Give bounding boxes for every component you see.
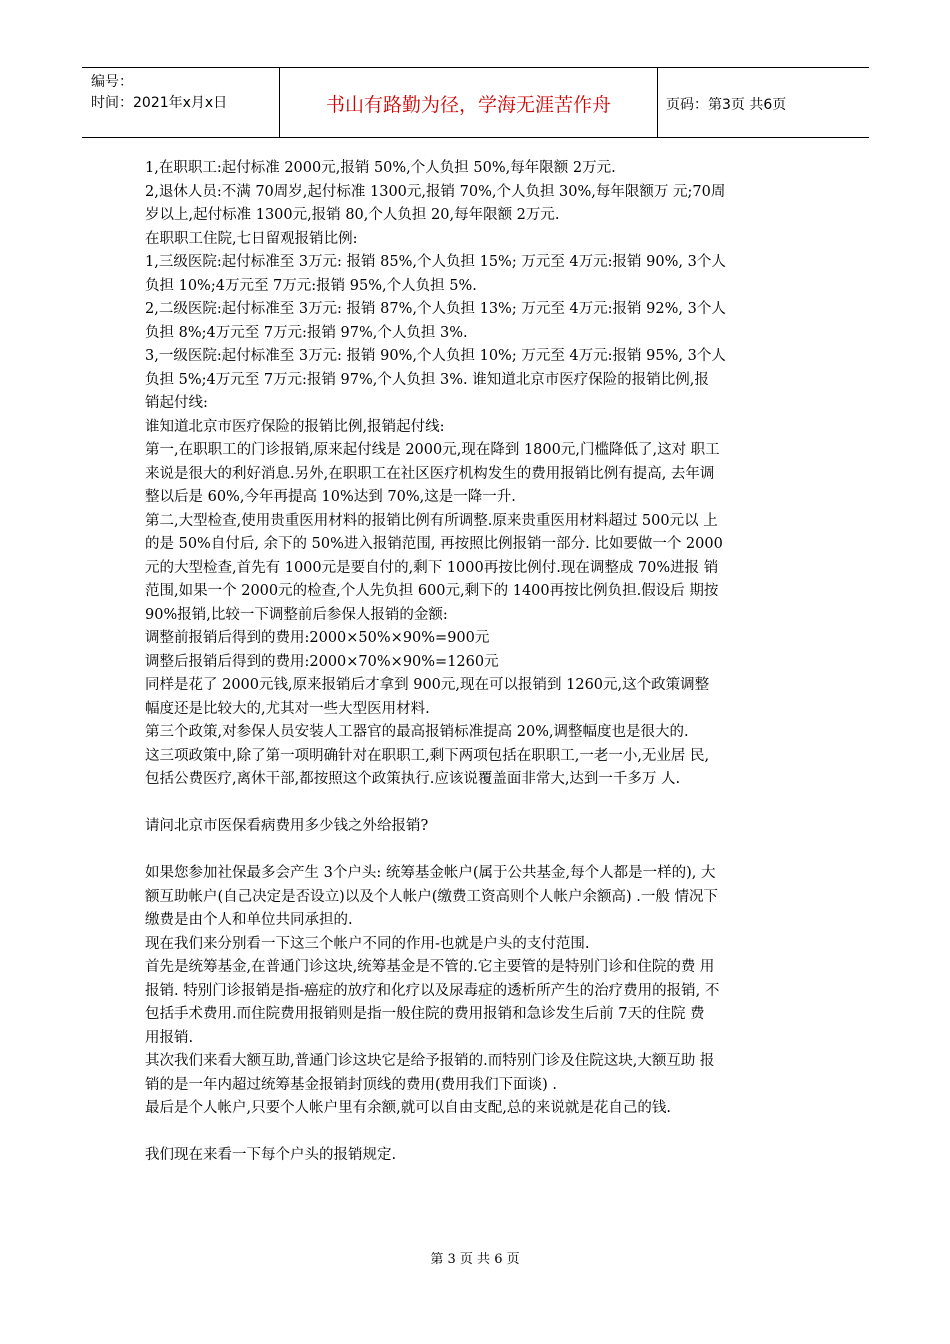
text-line: 首先是统筹基金,在普通门诊这块,统筹基金是不管的.它主要管的是特别门诊和住院的费 用 bbox=[145, 959, 715, 975]
text-line: 谁知道北京市医疗保险的报销比例,报销起付线: bbox=[145, 418, 445, 435]
text-line: 包括手术费用.而住院费用报销则是指一般住院的费用报销和急诊发生后前 7天的住院 费 bbox=[145, 1006, 705, 1022]
text-line: 范围,如果一个 2000元的检查,个人先负担 600元,剩下的 1400再按比例负担.假设后 期按 bbox=[145, 583, 719, 599]
text-line: 同样是花了 2000元钱,原来报销后才拿到 900元,现在可以报销到 1260元,这个政策调整 bbox=[145, 677, 710, 693]
text-line: 第二,大型检查,使用贵重医用材料的报销比例有所调整.原来贵重医用材料超过 500元以 上 bbox=[145, 512, 718, 529]
text-line: 的是 50%自付后, 余下的 50%进入报销范围, 再按照比例报销一部分. 比如要做一个 2000 bbox=[145, 536, 723, 552]
text-line: 销起付线: bbox=[145, 395, 208, 411]
text-line: 这三项政策中,除了第一项明确针对在职职工,剩下两项包括在职职工,一老一小,无业居 民, bbox=[145, 747, 710, 764]
text-line: 调整后报销后得到的费用:2000×70%×90%=1260元 bbox=[145, 653, 499, 670]
text-line: 额互助帐户(自己决定是否设立)以及个人帐户(缴费工资高则个人帐户余额高) .一般 情况下 bbox=[145, 888, 718, 905]
page-footer: 第 3 页 共 6 页 bbox=[430, 1252, 520, 1267]
blank-line bbox=[145, 1121, 810, 1145]
text-line: 负担 5%;4万元至 7万元:报销 97%,个人负担 3%. 谁知道北京市医疗保险的报销比例,报 bbox=[145, 371, 709, 388]
text-line: 缴费是由个人和单位共同承担的. bbox=[145, 912, 353, 928]
text-line: 负担 10%;4万元至 7万元:报销 95%,个人负担 5%. bbox=[145, 277, 477, 294]
header-motto: 书山有路勤为径，学海无涯苦作舟 bbox=[325, 94, 611, 116]
text-line: 岁以上,起付标准 1300元,报销 80,个人负担 20,每年限额 2万元. bbox=[145, 207, 560, 223]
text-line: 包括公费医疗,离休干部,都按照这个政策执行.应该说覆盖面非常大,达到一千多万 人. bbox=[145, 771, 681, 787]
header-page-number: 页码：第3页 共6页 bbox=[666, 97, 787, 113]
text-line: 调整前报销后得到的费用:2000×50%×90%=900元 bbox=[145, 630, 490, 646]
text-line: 销的是一年内超过统筹基金报销封顶线的费用(费用我们下面谈) . bbox=[145, 1076, 558, 1093]
text-line: 1,在职职工:起付标准 2000元,报销 50%,个人负担 50%,每年限额 2万元. bbox=[145, 160, 616, 176]
text-line: 2,二级医院:起付标准至 3万元: 报销 87%,个人负担 13%; 万元至 4万元:报销 92%, 3个人 bbox=[145, 301, 726, 317]
text-line: 如果您参加社保最多会产生 3个户头: 统筹基金帐户(属于公共基金,每个人都是一样的), 大 bbox=[145, 865, 716, 881]
text-line: 元的大型检查,首先有 1000元是要自付的,剩下 1000再按比例付.现在调整成 70%进报 销 bbox=[145, 559, 719, 576]
page-header bbox=[82, 67, 869, 138]
text-line: 在职职工住院,七日留观报销比例: bbox=[145, 230, 358, 247]
text-line: 负担 8%;4万元至 7万元:报销 97%,个人负担 3%. bbox=[145, 324, 468, 341]
blank-line bbox=[145, 839, 810, 863]
document-number-label: 编号： bbox=[91, 74, 133, 90]
blank-line bbox=[145, 792, 810, 816]
text-line: 3,一级医院:起付标准至 3万元: 报销 90%,个人负担 10%; 万元至 4万元:报销 95%, 3个人 bbox=[145, 348, 726, 364]
header-page-cell bbox=[658, 68, 869, 137]
text-line: 整以后是 60%,今年再提高 10%达到 70%,这是一降一升. bbox=[145, 489, 516, 505]
document-time-label: 时间：2021年x月x日 bbox=[91, 95, 228, 111]
header-motto-cell bbox=[280, 68, 658, 137]
text-line: 2,退休人员:不满 70周岁,起付标准 1300元,报销 70%,个人负担 30%,每年限额万 元;70周 bbox=[145, 183, 726, 200]
text-line: 来说是很大的利好消息.另外,在职职工在社区医疗机构发生的费用报销比例有提高, 去年调 bbox=[145, 465, 715, 482]
header-info-cell bbox=[82, 68, 280, 137]
text-line: 第三个政策,对参保人员安装人工器官的最高报销标准提高 20%,调整幅度也是很大的. bbox=[145, 724, 689, 740]
text-line: 幅度还是比较大的,尤其对一些大型医用材料. bbox=[145, 700, 430, 717]
text-line: 请问北京市医保看病费用多少钱之外给报销? bbox=[145, 818, 429, 834]
text-line: 现在我们来分别看一下这三个帐户不同的作用-也就是户头的支付范围. bbox=[145, 935, 590, 952]
text-line: 最后是个人帐户,只要个人帐户里有余额,就可以自由支配,总的来说就是花自己的钱. bbox=[145, 1100, 671, 1116]
text-line: 用报销. bbox=[145, 1029, 194, 1046]
text-line: 我们现在来看一下每个户头的报销规定. bbox=[145, 1147, 397, 1163]
text-line: 90%报销,比较一下调整前后参保人报销的金额: bbox=[145, 606, 448, 623]
text-line: 报销. 特别门诊报销是指-癌症的放疗和化疗以及尿毒症的透析所产生的治疗费用的报销, 不 bbox=[145, 982, 720, 999]
text-line: 1,三级医院:起付标准至 3万元: 报销 85%,个人负担 15%; 万元至 4万元:报销 90%, 3个人 bbox=[145, 254, 726, 270]
text-line: 其次我们来看大额互助,普通门诊这块它是给予报销的.而特别门诊及住院这块,大额互助 报 bbox=[145, 1053, 715, 1069]
document-body bbox=[145, 157, 810, 1168]
text-line: 第一,在职职工的门诊报销,原来起付线是 2000元,现在降到 1800元,门槛降低了,这对 职工 bbox=[145, 442, 720, 458]
